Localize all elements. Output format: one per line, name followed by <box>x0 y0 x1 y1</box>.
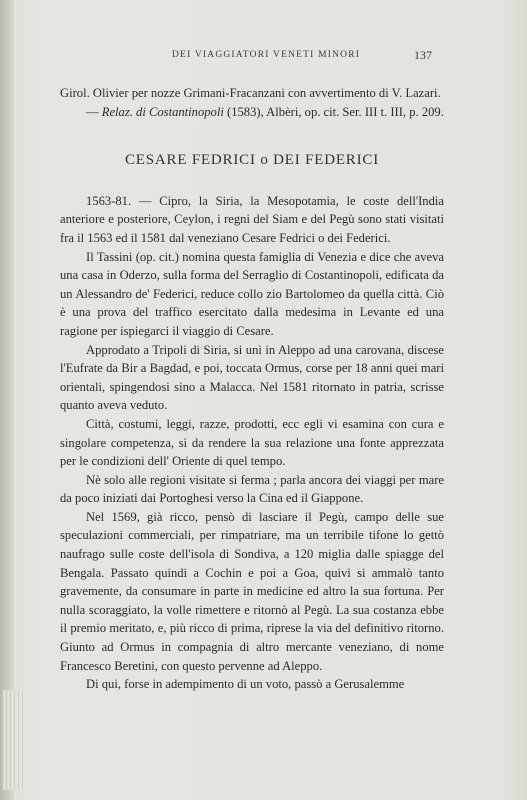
paragraph-6: Nel 1569, già ricco, pensò di lasciare il Pegù, campo delle sue speculazioni commerciali, per rimpatriare, ma un terribile tifone lo gettò naufrago sulle coste dell'isola di Sondiva, a 120 miglia dalle spiagge del Bengala. Passato quindi a Cochin e poi a Goa, quivi si ammalò tanto gravemente, da consumare in parte in medicine ed altro la sua fortuna. Per nulla scoraggiato, la volle rimettere e ritornò al Pegù. La sua costanza ebbe il premio meritato, e, più ricco di prima, riprese la via del definitivo ritorno. Giunto ad Ormus in compagnia di altro mercante veneziano, di nome Francesco Beretini, con questo pervenne ad Aleppo. <box>60 509 444 673</box>
page-gutter-shadow <box>0 0 14 800</box>
paragraph-3: Approdato a Tripoli di Siria, si unì in Aleppo ad una carovana, discese l'Eufrate da Bir a Bagdad, e poi, toccata Ormus, corse per 18 anni quei mari orientali, spingendosi sino a Malacca. Nel 1581 ritornato in patria, scrisse quanto aveva veduto. <box>60 342 444 413</box>
paragraph-2: Il Tassini (op. cit.) nomina questa famiglia di Venezia e dice che aveva una casa in Oderzo, sulla forma del Serraglio di Costantinopoli, edificata da un Alessandro de' Federici, reduce collo zio Bartolomeo da quella città. Ciò è una prova del traffico esercitato dalla medesima in Levante ed una ragione per ispiegarci il viaggio di Cesare. <box>60 249 444 338</box>
reference-title: Relaz. di Costantinopoli <box>101 104 224 119</box>
reference-citation: (1583), Albèri, op. cit. Ser. III t. III, p. 209. <box>223 104 444 119</box>
page-number: 137 <box>414 48 432 62</box>
section-heading: CESARE FEDRICI o DEI FEDERICI <box>124 152 380 169</box>
reference-entry-2 <box>60 103 444 122</box>
running-head: DEI VIAGGIATORI VENETI MINORI <box>172 50 361 60</box>
reference-dash: — <box>86 104 102 119</box>
paragraph-5: Nè solo alle regioni visitate si ferma ; parla ancora dei viaggi per mare da poco iniziati dai Portoghesi verso la Cina ed il Giappone. <box>60 472 444 506</box>
reference-entry-1: Girol. Olivier per nozze Grimani-Fracanzani con avvertimento di V. Lazari. <box>60 86 441 100</box>
paragraph-1: 1563-81. — Cipro, la Siria, la Mesopotamia, le coste dell'India anteriore e posteriore, Ceylon, i regni del Siam e del Pegù sono stati visitati fra il 1563 ed il 1581 dal veneziano Cesare Fedrici o dei Federici. <box>60 193 444 245</box>
paragraph-4: Città, costumi, leggi, razze, prodotti, ecc egli vi esamina con cura e singolare competenza, sì da rendere la sua relazione una fonte apprezzata per le condizioni dell' Oriente di quel tempo. <box>60 416 444 469</box>
page-edge-texture <box>2 690 24 790</box>
paragraph-7: Di qui, forse in adempimento di un voto, passò a Gerusalemme <box>86 677 405 692</box>
text-block <box>60 84 444 694</box>
